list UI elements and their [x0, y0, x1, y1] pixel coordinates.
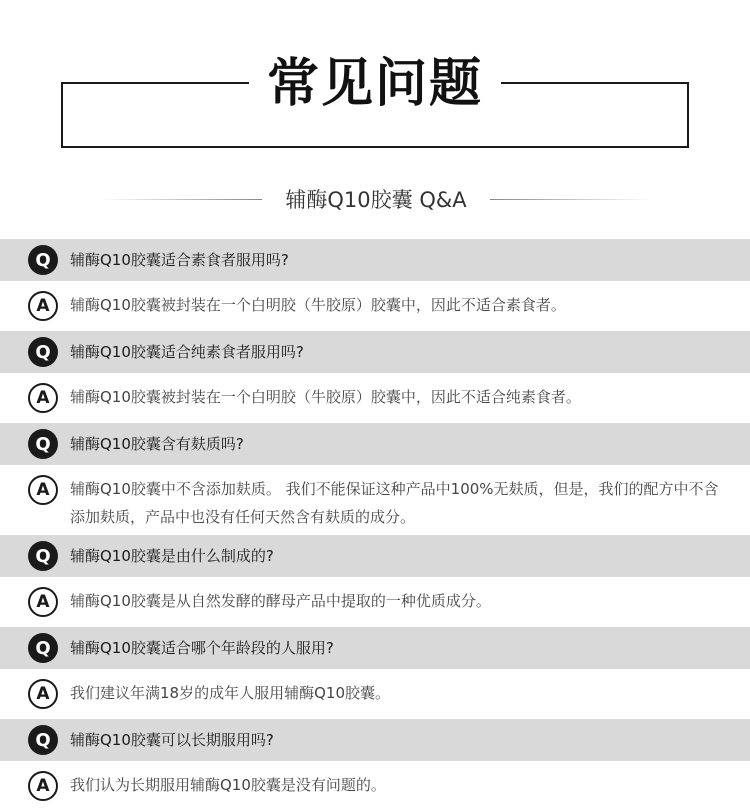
- faq-answer-row: [0, 761, 750, 810]
- faq-answer: 辅酶Q10胶囊中不含添加麸质。 我们不能保证这种产品中100%无麸质，但是，我们的配方中不含添加麸质，产品中也没有任何天然含有麸质的成分。: [70, 480, 719, 526]
- faq-list: [0, 239, 750, 810]
- question-badge-icon: Q: [28, 541, 58, 571]
- faq-question: 辅酶Q10胶囊含有麸质吗?: [70, 435, 244, 453]
- page-subtitle: 辅酶Q10胶囊 Q&A: [285, 188, 467, 212]
- faq-answer-row: [0, 373, 750, 423]
- faq-question-row: [0, 331, 750, 373]
- answer-badge-icon: A: [28, 679, 58, 709]
- faq-question-row: [0, 627, 750, 669]
- page-title: 常见问题: [266, 54, 483, 114]
- question-badge-icon: Q: [28, 429, 58, 459]
- faq-answer-row: [0, 281, 750, 331]
- question-badge-icon: Q: [28, 725, 58, 755]
- faq-question-row: [0, 535, 750, 577]
- answer-badge-icon: A: [28, 587, 58, 617]
- faq-question: 辅酶Q10胶囊适合哪个年龄段的人服用?: [70, 639, 334, 657]
- question-badge-icon: Q: [28, 633, 58, 663]
- subtitle-rule-right: [490, 199, 652, 200]
- faq-answer-row: [0, 577, 750, 627]
- faq-answer: 辅酶Q10胶囊是从自然发酵的酵母产品中提取的一种优质成分。: [70, 592, 491, 610]
- faq-question: 辅酶Q10胶囊可以长期服用吗?: [70, 731, 274, 749]
- answer-badge-icon: A: [28, 475, 58, 505]
- answer-badge-icon: A: [28, 291, 58, 321]
- faq-question: 辅酶Q10胶囊适合素食者服用吗?: [70, 251, 289, 269]
- answer-badge-icon: A: [28, 771, 58, 801]
- faq-answer: 我们认为长期服用辅酶Q10胶囊是没有问题的。: [70, 776, 386, 794]
- faq-answer: 辅酶Q10胶囊被封装在一个白明胶（牛胶原）胶囊中，因此不适合素食者。: [70, 296, 566, 314]
- subtitle-block: [0, 183, 750, 217]
- faq-question-row: [0, 423, 750, 465]
- faq-question: 辅酶Q10胶囊是由什么制成的?: [70, 547, 274, 565]
- faq-answer-row: [0, 465, 750, 535]
- faq-answer: 辅酶Q10胶囊被封装在一个白明胶（牛胶原）胶囊中，因此不适合纯素食者。: [70, 388, 581, 406]
- question-badge-icon: Q: [28, 245, 58, 275]
- faq-answer-row: [0, 669, 750, 719]
- subtitle-rule-left: [100, 199, 262, 200]
- faq-question: 辅酶Q10胶囊适合纯素食者服用吗?: [70, 343, 304, 361]
- answer-badge-icon: A: [28, 383, 58, 413]
- faq-answer: 我们建议年满18岁的成年人服用辅酶Q10胶囊。: [70, 684, 390, 702]
- faq-question-row: [0, 239, 750, 281]
- question-badge-icon: Q: [28, 337, 58, 367]
- faq-question-row: [0, 719, 750, 761]
